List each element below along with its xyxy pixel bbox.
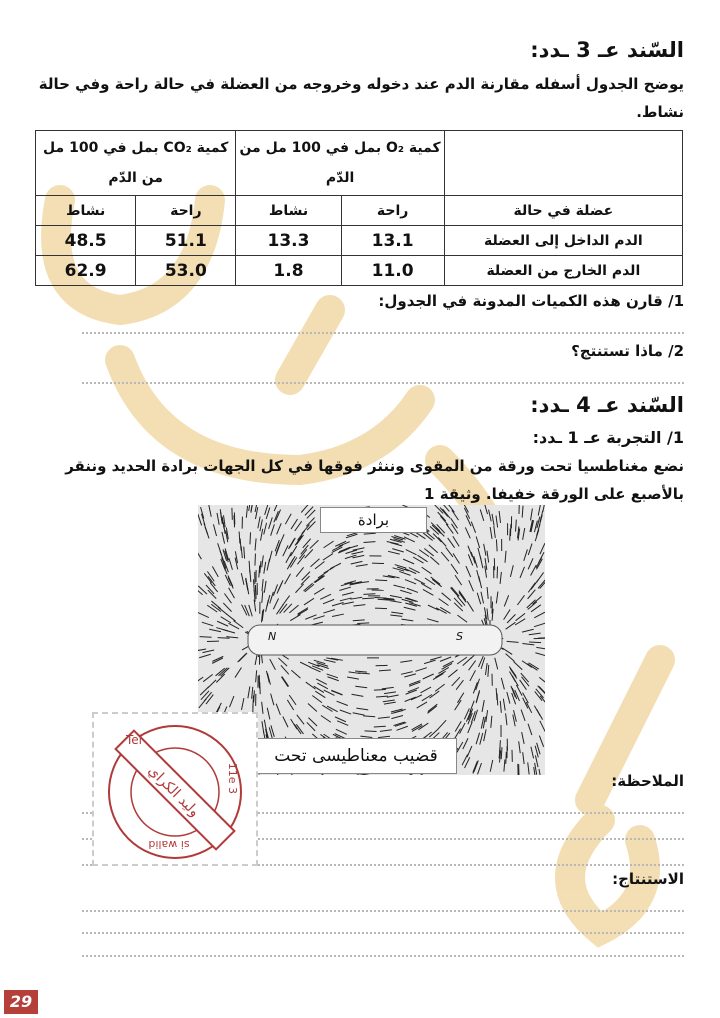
answer-line[interactable] xyxy=(82,932,684,934)
co2-active-header: نشاط xyxy=(36,196,136,226)
filing-mark xyxy=(529,642,541,643)
stamp-tel: Tel xyxy=(125,733,142,747)
question-1: 1/ قارن هذه الكميات المدونة في الجدول: xyxy=(378,292,684,310)
filing-mark xyxy=(218,638,230,639)
filing-mark xyxy=(365,731,377,732)
table-row xyxy=(36,256,683,286)
o2-active-header: نشاط xyxy=(236,196,341,226)
conclusion-label: الاستنتاج: xyxy=(612,870,684,888)
filing-mark xyxy=(255,587,256,599)
cell-o2-rest: 11.0 xyxy=(341,256,444,286)
doc3-intro: يوضح الجدول أسفله مقارنة الدم عند دخوله وخروجه من العضلة في حالة راحة وفي حالة نشاط. xyxy=(38,75,684,121)
stamp-latin: si walid xyxy=(148,838,190,851)
filing-mark xyxy=(357,623,369,624)
experiment-title: 1/ التجربة عـ 1 ـدد: xyxy=(532,428,684,447)
filing-mark xyxy=(254,690,255,702)
filing-mark xyxy=(492,602,493,614)
stamp-seal-icon xyxy=(94,714,256,864)
doc4-title: السّند عـ 4 ـدد: xyxy=(530,393,684,417)
blood-gas-table xyxy=(35,130,683,286)
answer-line[interactable] xyxy=(82,955,684,957)
south-pole-label: S xyxy=(456,630,463,643)
filing-mark xyxy=(363,594,375,595)
cell-o2-rest: 13.1 xyxy=(341,226,444,256)
magnet-label: قضيب معناطيسى تحت xyxy=(255,738,457,774)
co2-header: كمية CO₂ بمل في 100 مل من الدّم xyxy=(36,131,236,196)
bar-magnet xyxy=(248,625,502,655)
filing-mark xyxy=(200,637,212,638)
cell-co2-active: 62.9 xyxy=(36,256,136,286)
cell-co2-active: 48.5 xyxy=(36,226,136,256)
row-label: الدم الخارج من العضلة xyxy=(444,256,682,286)
answer-line[interactable] xyxy=(82,382,684,384)
doc3-title: السّند عـ 3 ـدد: xyxy=(530,38,684,62)
question-2: 2/ ماذا تستنتج؟ xyxy=(571,342,684,360)
o2-header: كمية O₂ بمل في 100 مل من الدّم xyxy=(236,131,444,196)
page-number: 29 xyxy=(4,990,38,1014)
filing-mark xyxy=(374,598,386,599)
row-header: عضلة في حالة xyxy=(444,196,682,226)
stamp-number: 3 11e xyxy=(226,762,239,794)
stamp-name: وليد الكراي xyxy=(144,762,203,821)
cell-o2-active: 1.8 xyxy=(236,256,341,286)
note-label: الملاحظة: xyxy=(611,772,684,790)
author-stamp xyxy=(92,712,258,866)
filing-mark xyxy=(362,598,374,599)
table-corner xyxy=(444,131,682,196)
filing-mark xyxy=(250,532,251,544)
filings-label: برادة xyxy=(320,507,427,533)
north-pole-label: N xyxy=(268,630,277,643)
answer-line[interactable] xyxy=(82,910,684,912)
cell-co2-rest: 53.0 xyxy=(136,256,236,286)
cell-co2-rest: 51.1 xyxy=(136,226,236,256)
answer-line[interactable] xyxy=(82,332,684,334)
o2-rest-header: راحة xyxy=(341,196,444,226)
row-label: الدم الداخل إلى العضلة xyxy=(444,226,682,256)
table-row xyxy=(36,226,683,256)
co2-rest-header: راحة xyxy=(136,196,236,226)
cell-o2-active: 13.3 xyxy=(236,226,341,256)
filing-mark xyxy=(510,529,511,541)
experiment-text: نضع مغناطسيا تحت ورقة من المقوى وننثر فوقها في كل الجهات برادة الحديد وننقر بالأصبع على الورقة خفيفا. وثيقة 1 xyxy=(65,457,684,503)
filing-mark xyxy=(374,690,386,691)
